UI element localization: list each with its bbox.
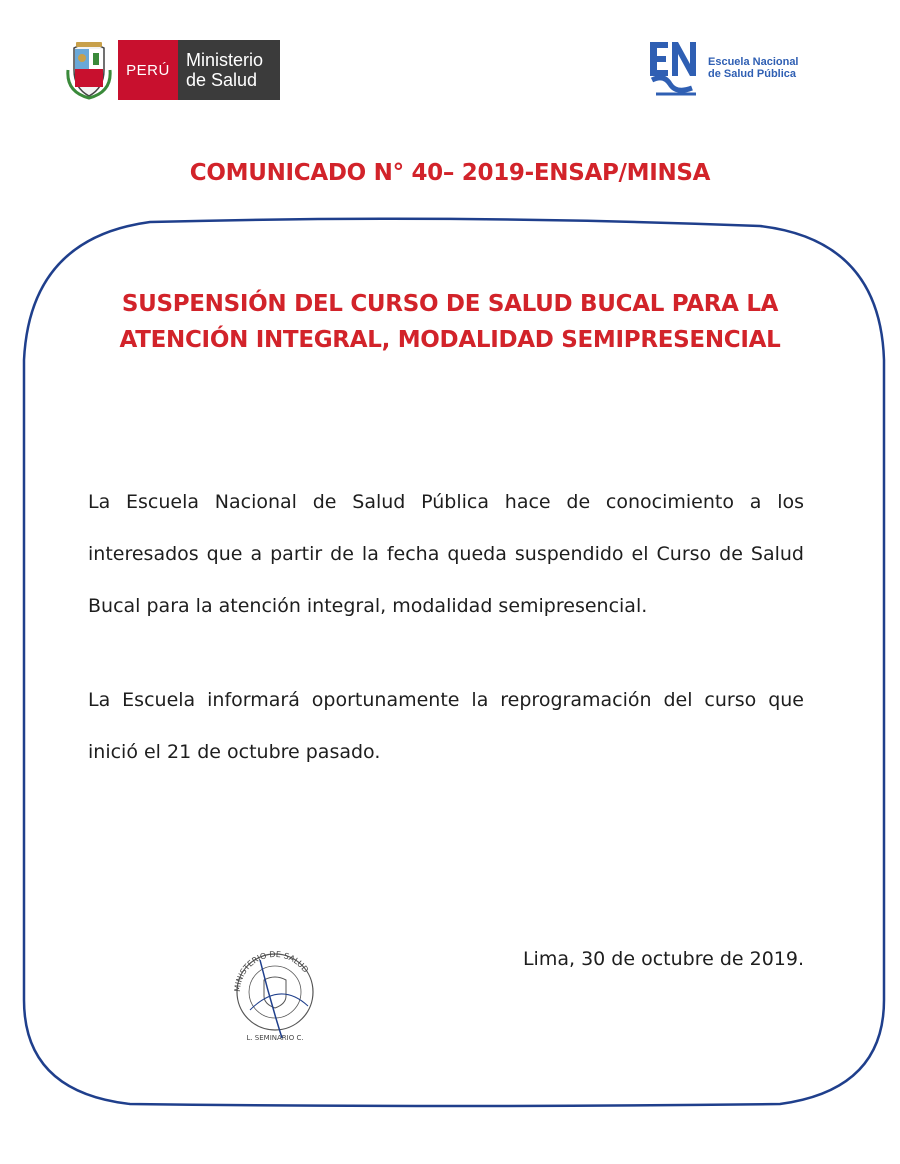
communique-number: COMUNICADO N° 40– 2019-ENSAP/MINSA <box>189 160 711 186</box>
peru-coat-of-arms-icon <box>66 40 112 100</box>
svg-text:MINISTERIO DE SALUD <box>233 950 310 992</box>
ministry-label <box>178 40 280 100</box>
minsa-logo <box>66 40 280 102</box>
ensap-mark-icon <box>646 36 704 100</box>
ensap-name-line-1: Escuela Nacional <box>708 56 799 68</box>
ensap-name <box>708 56 799 80</box>
ministry-line-2: de Salud <box>186 70 258 90</box>
ensap-name-line-2: de Salud Pública <box>708 68 797 80</box>
seal-signatory: L. SEMINARIO C. <box>246 1034 304 1042</box>
seal-ring-text: MINISTERIO DE SALUD <box>232 949 311 993</box>
ministry-line-1: Ministerio <box>186 50 264 70</box>
peru-label <box>118 40 178 100</box>
paragraph-1: La Escuela Nacional de Salud Pública hace de conocimiento a los interesados que a partir de la fecha queda suspendido el Curso de Salud Bucal para la atención integral, modalidad semipresencial. <box>88 491 804 617</box>
country-name: PERÚ <box>126 61 170 79</box>
subject-title <box>80 286 820 358</box>
subject-line-1: SUSPENSIÓN DEL CURSO DE SALUD BUCAL PARA LA <box>121 291 779 317</box>
official-seal <box>220 940 330 1050</box>
ensap-logo <box>646 36 799 100</box>
subject-line-2: ATENCIÓN INTEGRAL, MODALIDAD SEMIPRESENCIAL <box>119 327 781 353</box>
place-date: Lima, 30 de octubre de 2019. <box>522 948 804 970</box>
paragraph-2: La Escuela informará oportunamente la reprogramación del curso que inició el 21 de octubre pasado. <box>88 689 804 763</box>
